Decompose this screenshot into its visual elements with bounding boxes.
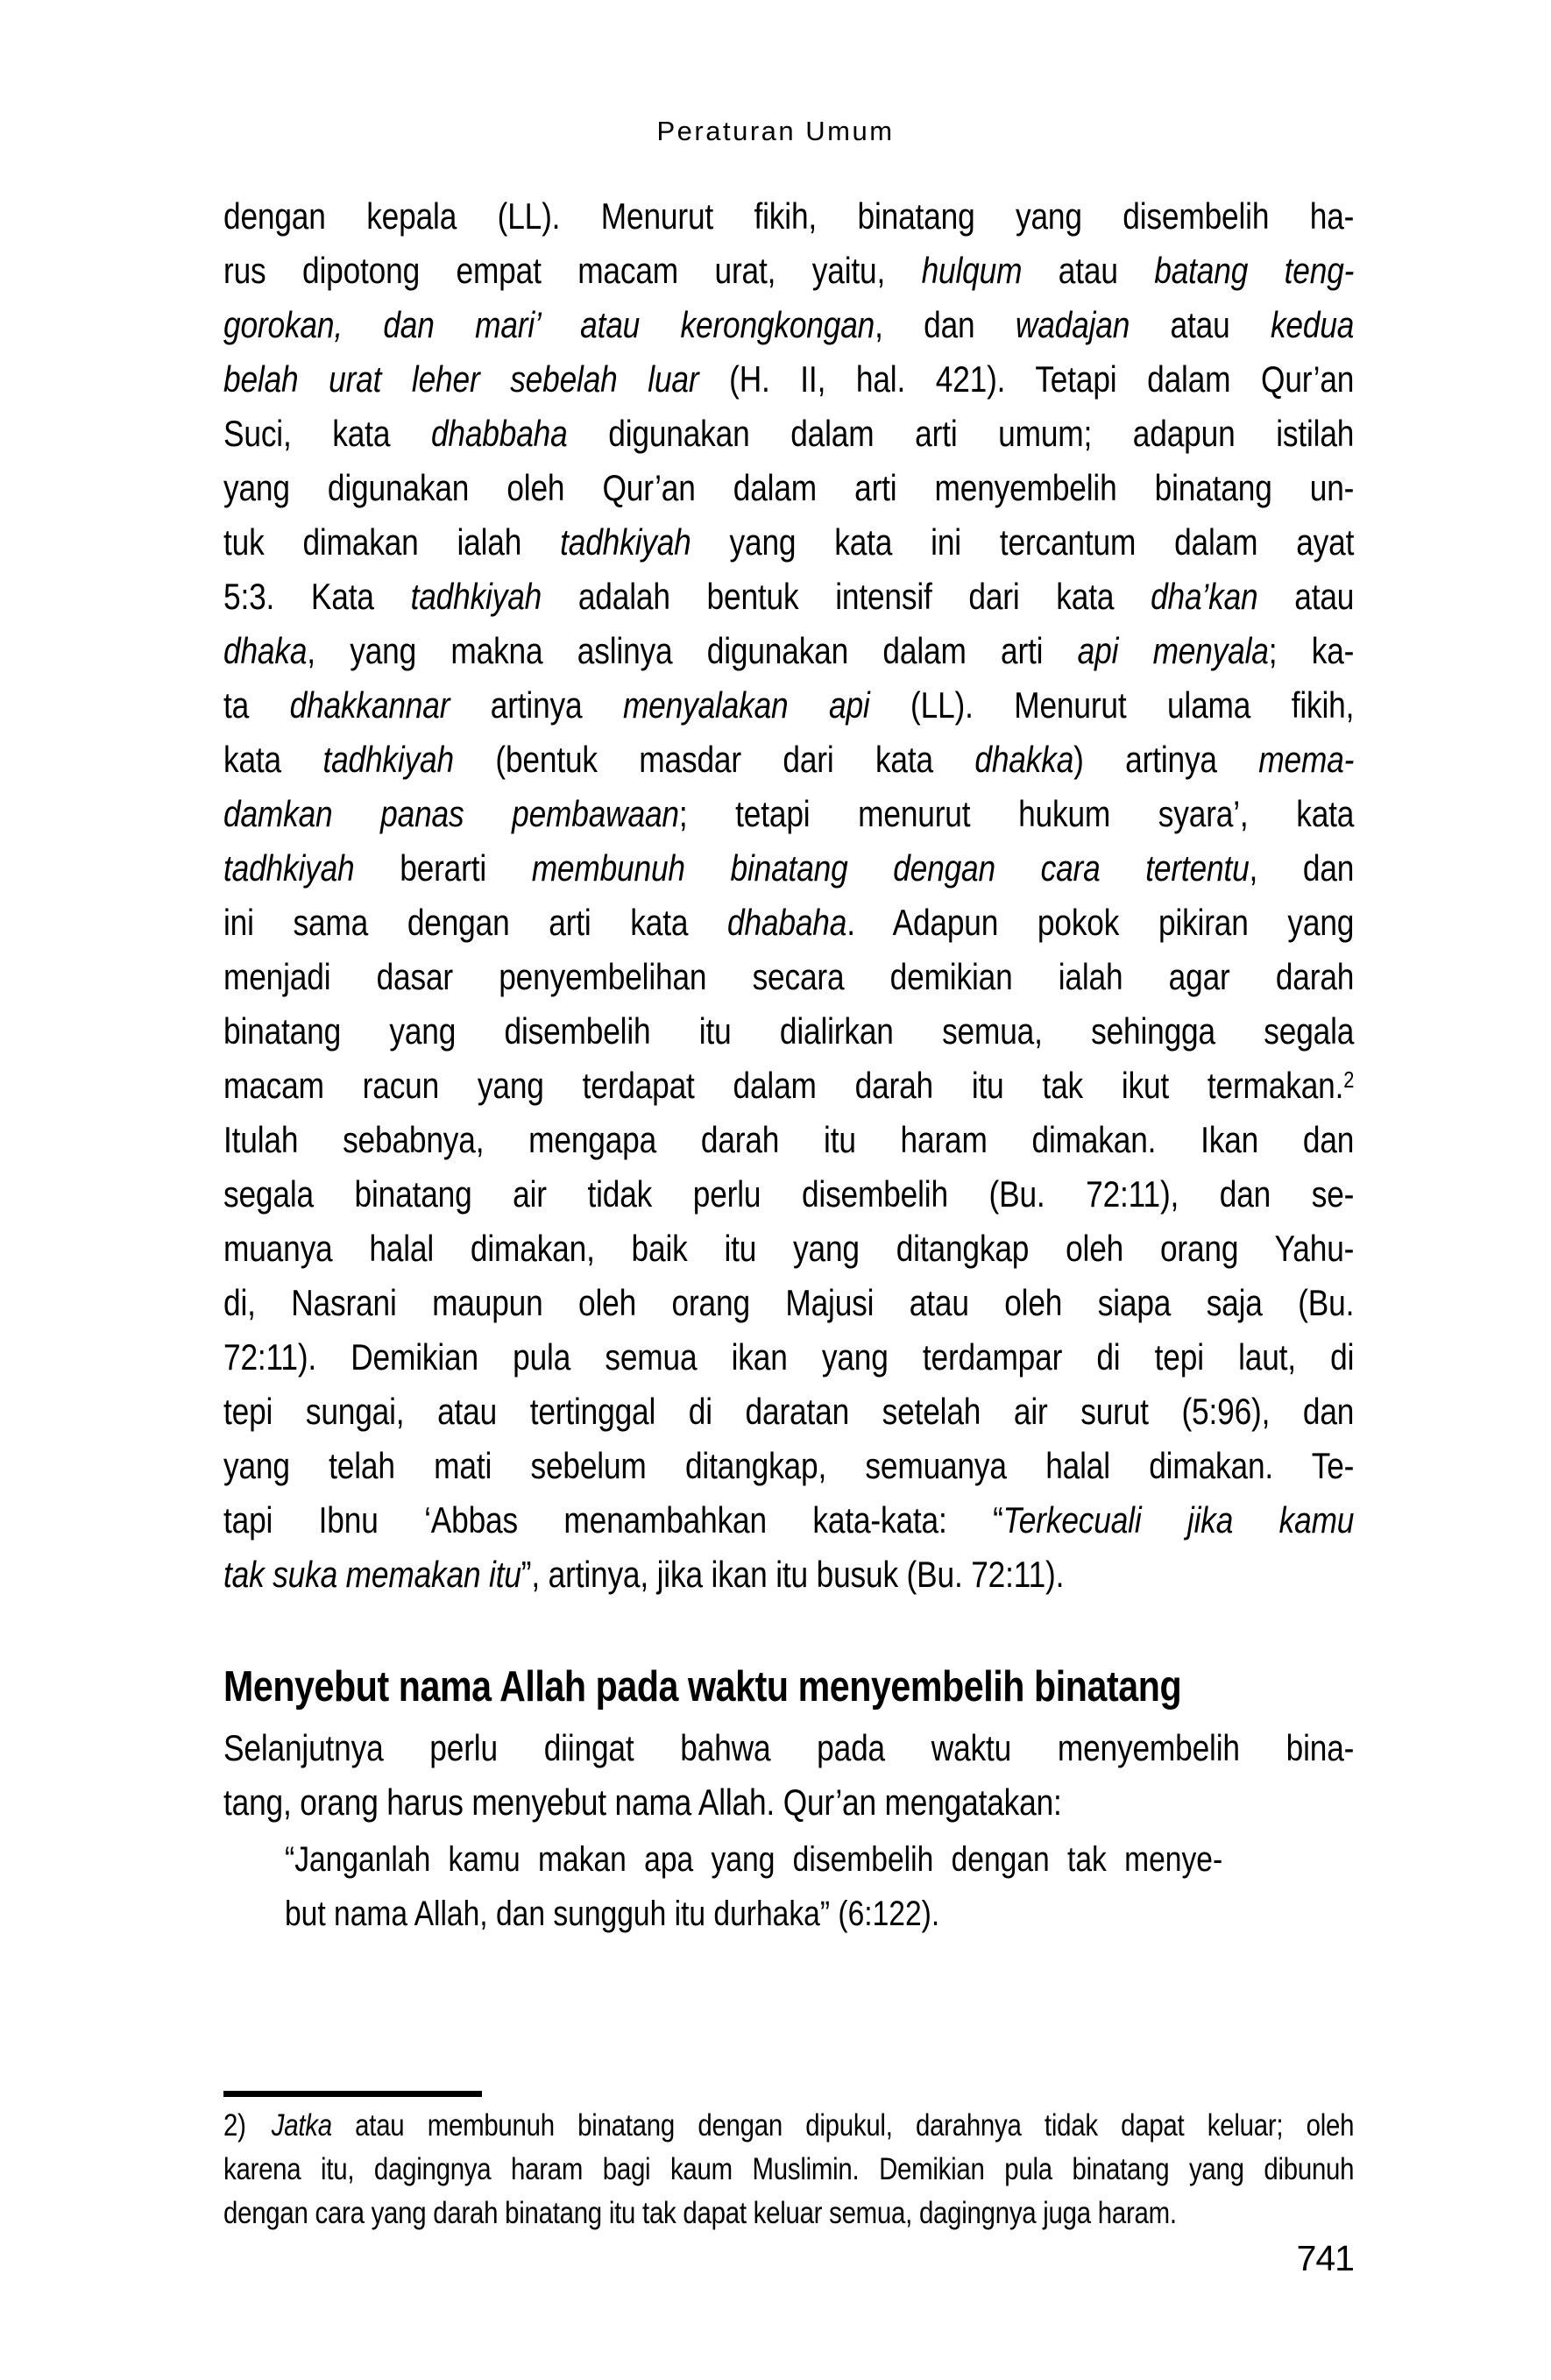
italic-term: gorokan, dan mari’ atau kerongkongan xyxy=(223,304,875,345)
footnote-ref: 2 xyxy=(1343,1066,1355,1094)
text-line: rus dipotong empat macam urat, yaitu, hulqum atau batang teng- xyxy=(223,250,1355,291)
footnote xyxy=(223,2104,1354,2235)
text-line: yang digunakan oleh Qur’an dalam arti menyembelih binatang un- xyxy=(223,467,1355,508)
italic-term: mema- xyxy=(1258,739,1355,780)
paragraph-intro xyxy=(223,1721,1354,1830)
text-line: menjadi dasar penyembelihan secara demikian ialah agar darah xyxy=(223,956,1355,997)
italic-term: dhabaha xyxy=(727,902,847,943)
text-line: “Janganlah kamu makan apa yang disembelih dengan tak menye- xyxy=(285,1840,1223,1879)
italic-term: menyalakan api xyxy=(622,684,870,726)
italic-term: damkan panas pembawaan xyxy=(223,793,679,834)
italic-term: membunuh binatang dengan cara tertentu xyxy=(531,847,1250,889)
text-line: Selanjutnya perlu diingat bahwa pada waktu menyembelih bina- xyxy=(223,1727,1355,1768)
text-line: damkan panas pembawaan; tetapi menurut hukum syara’, kata xyxy=(223,793,1355,834)
text-line: 5:3. Kata tadhkiyah adalah bentuk intensif dari kata dha’kan atau xyxy=(223,576,1355,617)
italic-term: wadajan xyxy=(1015,304,1130,345)
text-line: belah urat leher sebelah luar (H. II, hal. 421). Tetapi dalam Qur’an xyxy=(223,358,1355,400)
italic-term: api menyala xyxy=(1077,630,1269,671)
italic-term: Jatka xyxy=(271,2108,332,2143)
italic-term: kedua xyxy=(1270,304,1355,345)
italic-term: dhaka xyxy=(223,630,308,671)
italic-term: tadhkiyah xyxy=(410,576,542,617)
section-heading: Menyebut nama Allah pada waktu menyembelih binatang xyxy=(223,1663,1182,1711)
text-line: di, Nasrani maupun oleh orang Majusi atau oleh siapa saja (Bu. xyxy=(223,1282,1355,1323)
text-line: karena itu, dagingnya haram bagi kaum Muslimin. Demikian pula binatang yang dibunuh xyxy=(223,2152,1355,2186)
italic-term: dhakkannar xyxy=(289,684,450,726)
text-line: macam racun yang terdapat dalam darah itu tak ikut termakan.$^2$ xyxy=(223,1065,1355,1106)
italic-term: tadhkiyah xyxy=(223,847,355,889)
text-line: tuk dimakan ialah tadhkiyah yang kata ini tercantum dalam ayat xyxy=(223,521,1355,563)
text-line: ta dhakkannar artinya menyalakan api (LL). Menurut ulama fikih, xyxy=(223,684,1355,726)
text-line: Itulah sebabnya, mengapa darah itu haram dimakan. Ikan dan xyxy=(223,1119,1355,1160)
text-line: muanya halal dimakan, baik itu yang ditangkap oleh orang Yahu- xyxy=(223,1228,1355,1269)
text-line: gorokan, dan mari’ atau kerongkongan, dan wadajan atau kedua xyxy=(223,304,1355,345)
italic-term: tadhkiyah xyxy=(322,739,454,780)
text-line: tepi sungai, atau tertinggal di daratan setelah air surut (5:96), dan xyxy=(223,1391,1355,1432)
text-line: tadhkiyah berarti membunuh binatang dengan cara tertentu, dan xyxy=(223,847,1355,889)
text-line: Suci, kata dhabbaha digunakan dalam arti umum; adapun istilah xyxy=(223,413,1355,454)
text-line: kata tadhkiyah (bentuk masdar dari kata dhakka) artinya mema- xyxy=(223,739,1355,780)
italic-term: batang teng- xyxy=(1154,250,1355,291)
paragraph-main xyxy=(223,189,1354,1602)
italic-term: dha’kan xyxy=(1151,576,1258,617)
text-line: yang telah mati sebelum ditangkap, semuanya halal dimakan. Te- xyxy=(223,1445,1355,1486)
text-line: dengan kepala (LL). Menurut fikih, binatang yang disembelih ha- xyxy=(223,195,1355,237)
text-line: tapi Ibnu ‘Abbas menambahkan kata-kata: “Terkecuali jika kamu xyxy=(223,1499,1355,1541)
text-line: tak suka memakan itu”, artinya, jika ikan itu busuk (Bu. 72:11). xyxy=(223,1554,1065,1595)
italic-term: dhakka xyxy=(974,739,1074,780)
quran-quote xyxy=(285,1832,1222,1941)
text-line: tang, orang harus menyebut nama Allah. Qur’an mengatakan: xyxy=(223,1781,1062,1823)
text-line: dengan cara yang darah binatang itu tak dapat keluar semua, dagingnya juga haram. xyxy=(223,2196,1177,2230)
page-number: 741 xyxy=(1296,2238,1354,2278)
text-line: segala binatang air tidak perlu disembelih (Bu. 72:11), dan se- xyxy=(223,1173,1355,1215)
italic-term: hulqum xyxy=(921,250,1023,291)
text-line: but nama Allah, dan sungguh itu durhaka” (6:122). xyxy=(285,1895,940,1933)
italic-term: tak suka memakan itu xyxy=(223,1554,521,1595)
text-line: dhaka, yang makna aslinya digunakan dalam arti api menyala; ka- xyxy=(223,630,1355,671)
text-line: 2) Jatka atau membunuh binatang dengan dipukul, darahnya tidak dapat keluar; oleh xyxy=(223,2108,1355,2143)
footnote-separator xyxy=(223,2091,482,2097)
text-line: binatang yang disembelih itu dialirkan semua, sehingga segala xyxy=(223,1010,1355,1052)
italic-term: belah urat leher sebelah luar xyxy=(223,358,699,400)
text-line: 72:11). Demikian pula semua ikan yang terdampar di tepi laut, di xyxy=(223,1336,1355,1378)
text-line: ini sama dengan arti kata dhabaha. Adapun pokok pikiran yang xyxy=(223,902,1355,943)
italic-term: Terkecuali jika kamu xyxy=(1002,1499,1355,1541)
italic-term: dhabbaha xyxy=(430,413,568,454)
italic-term: tadhkiyah xyxy=(560,521,691,563)
running-head: Peraturan Umum xyxy=(656,116,895,146)
